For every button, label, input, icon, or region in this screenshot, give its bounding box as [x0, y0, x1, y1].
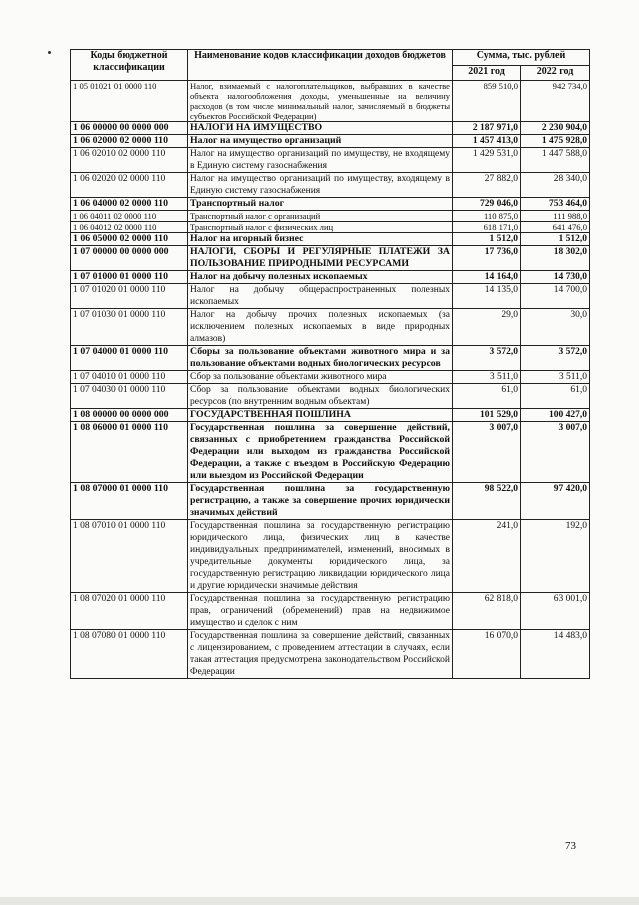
- row-value-2021: 3 511,0: [453, 371, 521, 384]
- row-code: 1 08 00000 00 0000 000: [71, 409, 188, 422]
- row-value-2022: 14 483,0: [521, 630, 590, 679]
- row-code: 1 06 02020 02 0000 110: [71, 173, 188, 198]
- row-name: НАЛОГИ, СБОРЫ И РЕГУЛЯРНЫЕ ПЛАТЕЖИ ЗА ПОЛЬЗОВАНИЕ ПРИРОДНЫМИ РЕСУРСАМИ: [188, 246, 453, 271]
- row-name: Сборы за пользование объектами животного мира и за пользование объектами водных биологических ресурсов: [188, 346, 453, 371]
- table-row: [71, 222, 590, 233]
- row-value-2022: 2 230 904,0: [521, 122, 590, 135]
- row-value-2022: 753 464,0: [521, 198, 590, 211]
- row-value-2021: 1 512,0: [453, 233, 521, 246]
- row-value-2022: 3 572,0: [521, 346, 590, 371]
- row-name: Налог на добычу общераспространенных полезных ископаемых: [188, 284, 453, 309]
- row-name: Транспортный налог с организаций: [188, 211, 453, 222]
- row-name: Государственная пошлина за государственную регистрацию, а также за совершение прочих юридически значимых действий: [188, 483, 453, 520]
- row-value-2022: 100 427,0: [521, 409, 590, 422]
- scan-bottom-edge: [0, 897, 639, 905]
- row-code: 1 06 04011 02 0000 110: [71, 211, 188, 222]
- row-value-2022: 942 734,0: [521, 81, 590, 122]
- row-code: 1 08 06000 01 0000 110: [71, 422, 188, 483]
- row-code: 1 06 04000 02 0000 110: [71, 198, 188, 211]
- table-row: [71, 81, 590, 122]
- row-value-2021: 859 510,0: [453, 81, 521, 122]
- table-row: [71, 422, 590, 483]
- revenue-table: [70, 49, 590, 679]
- row-value-2022: 3 511,0: [521, 371, 590, 384]
- row-value-2022: 61,0: [521, 384, 590, 409]
- row-value-2021: 14 135,0: [453, 284, 521, 309]
- row-name: Налог на добычу полезных ископаемых: [188, 271, 453, 284]
- row-code: 1 06 02000 02 0000 110: [71, 135, 188, 148]
- row-value-2021: 1 457 413,0: [453, 135, 521, 148]
- row-code: 1 07 01000 01 0000 110: [71, 271, 188, 284]
- table-row: [71, 371, 590, 384]
- row-value-2022: 14 730,0: [521, 271, 590, 284]
- table-row: [71, 346, 590, 371]
- row-value-2021: 29,0: [453, 309, 521, 346]
- header-name: Наименование кодов классификации доходов бюджетов: [188, 50, 453, 81]
- row-code: 1 07 04000 01 0000 110: [71, 346, 188, 371]
- row-name: Налог на добычу прочих полезных ископаемых (за исключением полезных ископаемых в виде природных алмазов): [188, 309, 453, 346]
- table-row: [71, 211, 590, 222]
- row-value-2022: 1 475 928,0: [521, 135, 590, 148]
- row-name: Сбор за пользование объектами водных биологических ресурсов (по внутренним водным объектам): [188, 384, 453, 409]
- row-value-2021: 110 875,0: [453, 211, 521, 222]
- row-value-2021: 98 522,0: [453, 483, 521, 520]
- row-value-2022: 97 420,0: [521, 483, 590, 520]
- row-value-2022: 111 988,0: [521, 211, 590, 222]
- table-row: [71, 520, 590, 593]
- row-value-2022: 3 007,0: [521, 422, 590, 483]
- row-code: 1 07 04030 01 0000 110: [71, 384, 188, 409]
- row-value-2022: 30,0: [521, 309, 590, 346]
- row-value-2021: 27 882,0: [453, 173, 521, 198]
- row-code: 1 07 01030 01 0000 110: [71, 309, 188, 346]
- page-number: 73: [565, 840, 576, 852]
- header-year-2021: 2021 год: [453, 66, 521, 81]
- row-value-2021: 62 818,0: [453, 593, 521, 630]
- header-year-2022: 2022 год: [521, 66, 590, 81]
- row-name: Государственная пошлина за государственную регистрацию юридического лица, физических лиц в качестве индивидуальных предпринимателей, изменений, вносимых в учредительные документы юридического лица, за государственную регистрацию ликвидации юридического лица и другие юридически значимые действия: [188, 520, 453, 593]
- row-name: Транспортный налог с физических лиц: [188, 222, 453, 233]
- row-value-2022: 63 001,0: [521, 593, 590, 630]
- row-value-2021: 729 046,0: [453, 198, 521, 211]
- row-code: 1 08 07020 01 0000 110: [71, 593, 188, 630]
- row-name: Сбор за пользование объектами животного мира: [188, 371, 453, 384]
- row-name: Государственная пошлина за государственную регистрацию прав, ограничений (обременений) прав на недвижимое имущество и сделок с ним: [188, 593, 453, 630]
- row-value-2021: 1 429 531,0: [453, 148, 521, 173]
- row-code: 1 07 00000 00 0000 000: [71, 246, 188, 271]
- table-row: [71, 233, 590, 246]
- row-value-2022: 1 447 588,0: [521, 148, 590, 173]
- row-code: 1 05 01021 01 0000 110: [71, 81, 188, 122]
- table-row: [71, 246, 590, 271]
- header-code: Коды бюджетной классификации: [71, 50, 188, 81]
- row-value-2021: 14 164,0: [453, 271, 521, 284]
- row-value-2021: 101 529,0: [453, 409, 521, 422]
- row-value-2021: 618 171,0: [453, 222, 521, 233]
- table-row: [71, 409, 590, 422]
- table-row: [71, 271, 590, 284]
- row-value-2022: 14 700,0: [521, 284, 590, 309]
- table-row: [71, 198, 590, 211]
- row-code: 1 06 00000 00 0000 000: [71, 122, 188, 135]
- row-name: Налог на имущество организаций по имуществу, не входящему в Единую систему газоснабжения: [188, 148, 453, 173]
- scan-speck: [48, 51, 51, 54]
- row-code: 1 08 07010 01 0000 110: [71, 520, 188, 593]
- table-row: [71, 148, 590, 173]
- row-name: Налог на игорный бизнес: [188, 233, 453, 246]
- row-name: Налог на имущество организаций по имуществу, входящему в Единую систему газоснабжения: [188, 173, 453, 198]
- row-value-2022: 28 340,0: [521, 173, 590, 198]
- row-code: 1 06 05000 02 0000 110: [71, 233, 188, 246]
- table-row: [71, 284, 590, 309]
- table-row: [71, 135, 590, 148]
- table-row: [71, 309, 590, 346]
- row-value-2022: 1 512,0: [521, 233, 590, 246]
- row-name: НАЛОГИ НА ИМУЩЕСТВО: [188, 122, 453, 135]
- row-code: 1 07 04010 01 0000 110: [71, 371, 188, 384]
- row-value-2022: 641 476,0: [521, 222, 590, 233]
- row-name: Государственная пошлина за совершение действий, связанных с приобретением гражданства Российской Федерации или выходом из гражданства Российской Федерации, а также с въездом в Российскую Федерацию или выездом из Российской Федерации: [188, 422, 453, 483]
- table-row: [71, 122, 590, 135]
- row-code: 1 06 02010 02 0000 110: [71, 148, 188, 173]
- table-body: [71, 81, 590, 679]
- table-row: [71, 630, 590, 679]
- row-name: Налог, взимаемый с налогоплательщиков, выбравших в качестве объекта налогообложения доходы, уменьшенные на величину расходов (в том числе минимальный налог, зачисляемый в бюджеты субъектов Российской Федерации): [188, 81, 453, 122]
- row-value-2021: 3 007,0: [453, 422, 521, 483]
- row-value-2022: 192,0: [521, 520, 590, 593]
- row-value-2021: 2 187 971,0: [453, 122, 521, 135]
- row-value-2021: 3 572,0: [453, 346, 521, 371]
- row-name: Транспортный налог: [188, 198, 453, 211]
- table-row: [71, 173, 590, 198]
- row-value-2021: 17 736,0: [453, 246, 521, 271]
- row-value-2021: 241,0: [453, 520, 521, 593]
- row-value-2021: 16 070,0: [453, 630, 521, 679]
- row-code: 1 07 01020 01 0000 110: [71, 284, 188, 309]
- table-row: [71, 593, 590, 630]
- table-row: [71, 384, 590, 409]
- table-row: [71, 483, 590, 520]
- row-code: 1 08 07080 01 0000 110: [71, 630, 188, 679]
- row-code: 1 08 07000 01 0000 110: [71, 483, 188, 520]
- header-sum: Сумма, тыс. рублей: [453, 50, 590, 66]
- row-name: Налог на имущество организаций: [188, 135, 453, 148]
- row-code: 1 06 04012 02 0000 110: [71, 222, 188, 233]
- row-name: ГОСУДАРСТВЕННАЯ ПОШЛИНА: [188, 409, 453, 422]
- row-value-2022: 18 302,0: [521, 246, 590, 271]
- row-name: Государственная пошлина за совершение действий, связанных с лицензированием, с проведением аттестации в случаях, если такая аттестация предусмотрена законодательством Российской Федерации: [188, 630, 453, 679]
- row-value-2021: 61,0: [453, 384, 521, 409]
